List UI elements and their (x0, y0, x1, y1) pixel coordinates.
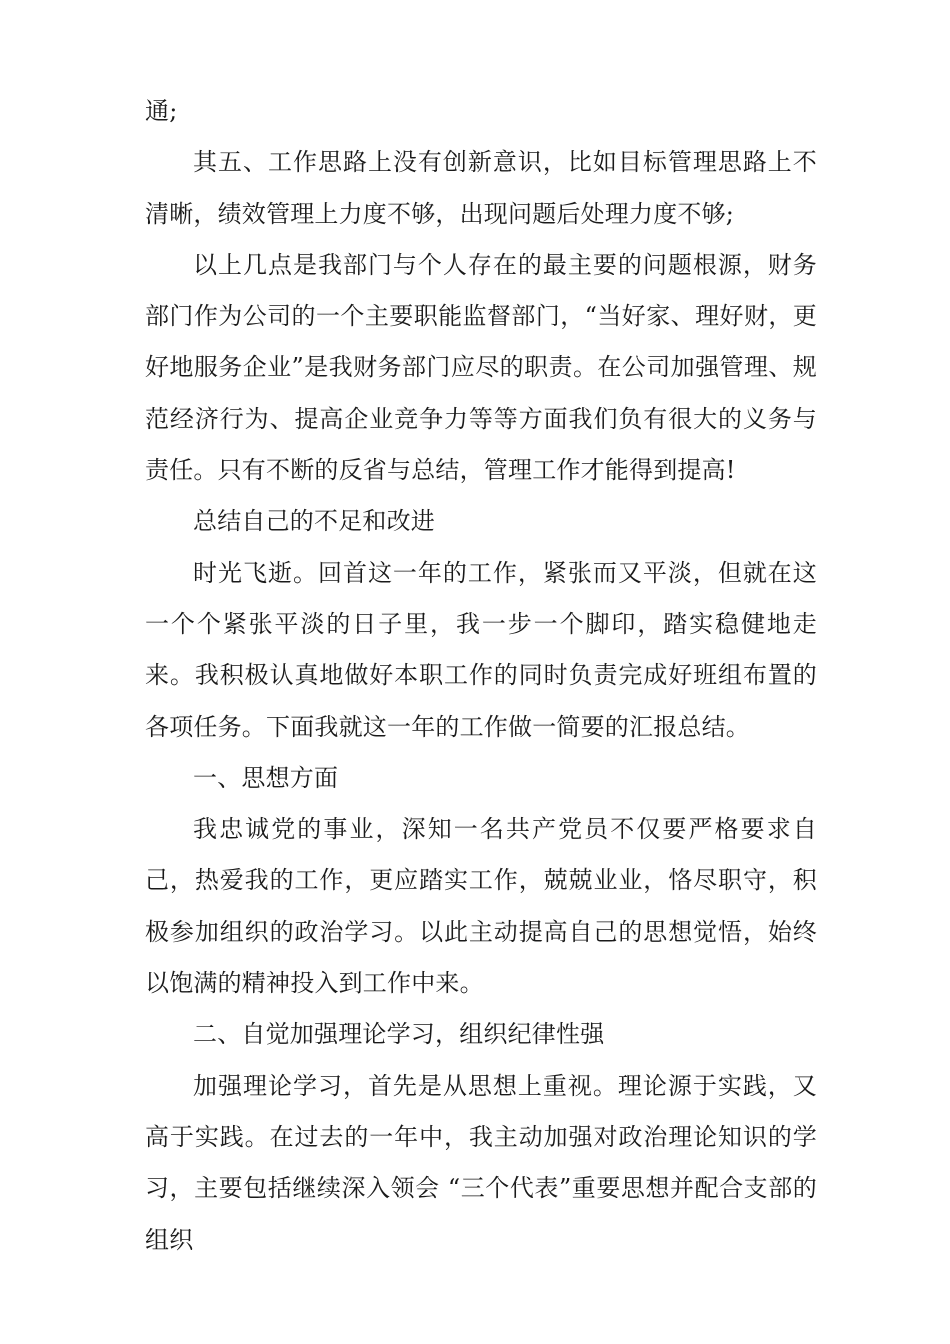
section-heading-thought: 一、思想方面 (193, 763, 339, 792)
paragraph-point-five: 其五、工作思路上没有创新意识，比如目标管理思路上不清晰，绩效管理上力度不够，出现问题后处理力度不够; (145, 148, 817, 228)
paragraph-loyalty: 我忠诚党的事业，深知一名共产党员不仅要严格要求自己，热爱我的工作，更应踏实工作，兢兢业业，恪尽职守，积极参加组织的政治学习。以此主动提高自己的思想觉悟，始终以饱满的精神投入到工作中来。 (145, 815, 817, 998)
section-heading-shortcomings: 总结自己的不足和改进 (193, 507, 435, 536)
paragraph-continuation: 通; (145, 97, 178, 125)
document-body (145, 86, 817, 1266)
paragraph-summary-finance: 以上几点是我部门与个人存在的最主要的问题根源，财务部门作为公司的一个主要职能监督部门，“当好家、理好财，更好地服务企业”是我财务部门应尽的职责。在公司加强管理、规范经济行为、提高企业竞争力等等方面我们负有很大的义务与责任。只有不断的反省与总结，管理工作才能得到提高! (145, 250, 817, 485)
section-heading-theory-study: 二、自觉加强理论学习，组织纪律性强 (193, 1020, 605, 1049)
paragraph-theory-study: 加强理论学习，首先是从思想上重视。理论源于实践，又高于实践。在过去的一年中，我主动加强对政治理论知识的学习，主要包括继续深入领会 “三个代表”重要思想并配合支部的组织 (145, 1071, 817, 1254)
paragraph-year-review: 时光飞逝。回首这一年的工作，紧张而又平淡，但就在这一个个紧张平淡的日子里，我一步一个脚印，踏实稳健地走来。我积极认真地做好本职工作的同时负责完成好班组布置的各项任务。下面我就这一年的工作做一简要的汇报总结。 (145, 558, 817, 741)
